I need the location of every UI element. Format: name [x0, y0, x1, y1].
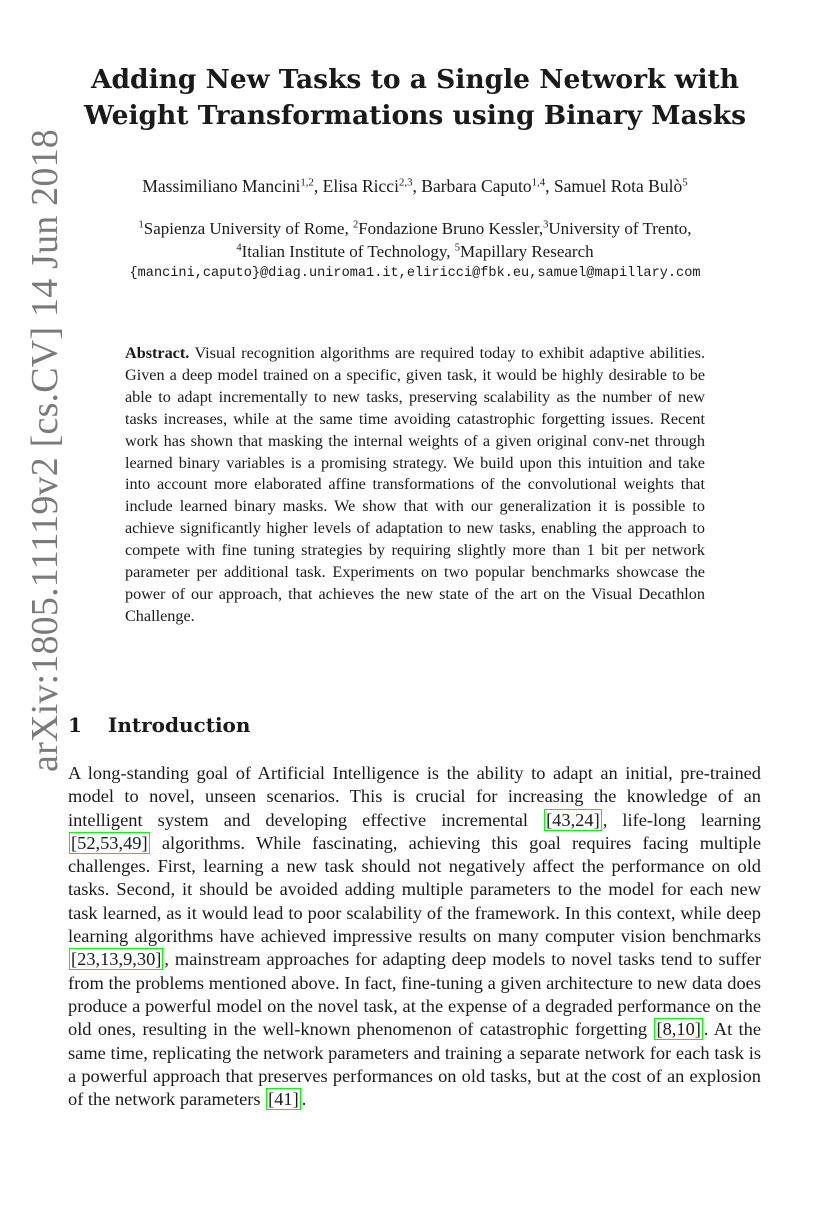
abstract-text: Visual recognition algorithms are required today to exhibit adaptive abilities. Given a deep model trained on a specific, given task, it would be highly desirable to be able to adapt incrementally to new tasks, preserving scalability as the number of new tasks increases, while at the same time avoiding catastrophic forgetting issues. Recent work has shown that masking the internal weights of a given original conv-net through learned binary variables is a promising strategy. We build upon this intuition and take into account more elaborated affine transformations of the convolutional weights that include learned binary masks. We show that with our generalization it is possible to achieve significantly higher levels of adaptation to new tasks, enabling the approach to compete with fine tuning strategies by requiring slightly more than 1 bit per network parameter per additional task. Experiments on two popular benchmarks showcase the power of our approach, that achieves the new state of the art on the Visual Decathlon Challenge. — [125, 344, 705, 625]
author-emails: {mancini,caputo}@diag.uniroma1.it,eliricci@fbk.eu,samuel@mapillary.com — [129, 266, 701, 281]
abstract-label: Abstract. — [125, 344, 190, 362]
citation-link[interactable]: [8,10] — [656, 1019, 701, 1040]
introduction-paragraph: A long-standing goal of Artificial Intelligence is the ability to adapt an initial, pre-trained model to novel, unseen scenarios. This is crucial for increasing the knowledge of an intelligent system and developing effective incremental [43,24] , life-long learning [52,53,49] algorithms. While fascinating, achieving this goal requires facing multiple challenges. First, learning a new task should not negatively affect the performance on old tasks. Second, it should be avoided adding multiple parameters to the model for each new task learned, as it would lead to poor scalability of the framework. In this context, while deep learning algorithms have achieved impressive results on many computer vision benchmarks [23,13,9,30] , mainstream approaches for adapting deep models to novel tasks tend to suffer from the problems mentioned above. In fact, fine-tuning a given architecture to new data does produce a powerful model on the novel task, at the expense of a degraded performance on the old ones, resulting in the well-known phenomenon of catastrophic forgetting [8,10] . At the same time, replicating the network parameters and training a separate network for each task is a powerful approach that preserves performances on old tasks, but at the cost of an explosion of the network parameters [41] . — [68, 763, 761, 1110]
citation-link[interactable]: [41] — [268, 1089, 299, 1110]
author-list: Massimiliano Mancini$^{1,2}$, Elisa Ricci$^{2,3}$, Barbara Caputo$^{1,4}$, Samuel Rota Bulò$^5$ — [142, 176, 688, 196]
citation-link[interactable]: [23,13,9,30] — [71, 949, 162, 970]
section-heading-introduction — [68, 710, 758, 740]
paper-title: Adding New Tasks to a Single Network with Weight Transformations using Binary Masks — [83, 64, 746, 131]
citation-link[interactable]: [52,53,49] — [71, 832, 148, 853]
affiliation-line-1: $^1$Sapienza University of Rome, $^2$Fondazione Bruno Kessler,$^3$University of Trento, — [138, 219, 692, 238]
section-title: Introduction — [108, 713, 251, 737]
author-4: Samuel Rota Bulò$^5$ — [553, 176, 688, 196]
section-number: 1 — [68, 713, 82, 737]
citation-link[interactable]: [43,24] — [546, 809, 600, 830]
author-2: Elisa Ricci$^{2,3}$ — [322, 176, 413, 196]
author-3: Barbara Caputo$^{1,4}$ — [421, 176, 546, 196]
affiliation-line-2: $^4$Italian Institute of Technology, $^5$Mapillary Research — [236, 242, 594, 261]
author-1: Massimiliano Mancini$^{1,2}$ — [142, 176, 314, 196]
arxiv-identifier-text: arXiv:1805.11119v2 [cs.CV] 14 Jun 2018 — [24, 129, 66, 772]
abstract — [125, 343, 705, 628]
affiliations — [70, 217, 760, 263]
